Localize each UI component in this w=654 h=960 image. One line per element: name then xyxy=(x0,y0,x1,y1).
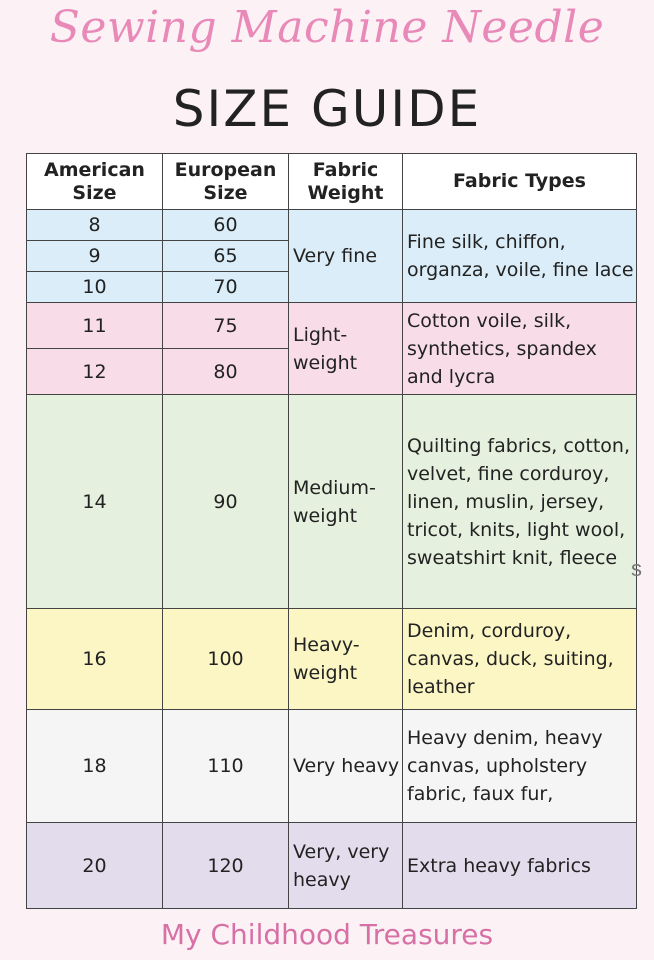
fabric-weight-cell: Very fine xyxy=(289,210,403,303)
table-row xyxy=(27,303,637,349)
fabric-types-cell: Heavy denim, heavy canvas, upholstery fabric, faux fur, xyxy=(403,710,637,823)
european-size-cell: 75 xyxy=(163,303,289,349)
american-size-cell: 18 xyxy=(27,710,163,823)
fabric-types-cell: Cotton voile, silk, synthetics, spandex and lycra xyxy=(403,303,637,395)
header-fabric-types: Fabric Types xyxy=(403,154,637,210)
american-size-cell: 14 xyxy=(27,395,163,609)
fabric-types-cell: Quilting fabrics, cotton, velvet, fine corduroy, linen, muslin, jersey, tricot, knits, light wool, sweatshirt knit, fleece xyxy=(403,395,637,609)
european-size-cell: 80 xyxy=(163,349,289,395)
fabric-weight-cell: Very, very heavy xyxy=(289,823,403,909)
american-size-cell: 10 xyxy=(27,272,163,303)
table-row xyxy=(27,823,637,909)
european-size-cell: 60 xyxy=(163,210,289,241)
header-european-size: European Size xyxy=(163,154,289,210)
european-size-cell: 110 xyxy=(163,710,289,823)
american-size-cell: 20 xyxy=(27,823,163,909)
american-size-cell: 8 xyxy=(27,210,163,241)
european-size-cell: 100 xyxy=(163,609,289,710)
american-size-cell: 12 xyxy=(27,349,163,395)
fabric-weight-cell: Very heavy xyxy=(289,710,403,823)
table-header-row xyxy=(27,154,637,210)
fabric-weight-cell: Light-weight xyxy=(289,303,403,395)
page-title: SIZE GUIDE xyxy=(172,80,482,138)
fabric-types-cell: Denim, corduroy, canvas, duck, suiting, leather xyxy=(403,609,637,710)
stray-text-fragment: s xyxy=(631,556,642,581)
european-size-cell: 120 xyxy=(163,823,289,909)
header-american-size: American Size xyxy=(27,154,163,210)
table-row xyxy=(27,710,637,823)
needle-size-table xyxy=(26,153,637,909)
table-row xyxy=(27,609,637,710)
european-size-cell: 90 xyxy=(163,395,289,609)
table-row xyxy=(27,210,637,241)
brand-footer: My Childhood Treasures xyxy=(160,918,494,951)
script-title: Sewing Machine Needle xyxy=(49,2,605,53)
table-row xyxy=(27,395,637,609)
fabric-types-cell: Extra heavy fabrics xyxy=(403,823,637,909)
fabric-types-cell: Fine silk, chiffon, organza, voile, fine lace xyxy=(403,210,637,303)
american-size-cell: 11 xyxy=(27,303,163,349)
european-size-cell: 70 xyxy=(163,272,289,303)
american-size-cell: 9 xyxy=(27,241,163,272)
american-size-cell: 16 xyxy=(27,609,163,710)
fabric-weight-cell: Medium-weight xyxy=(289,395,403,609)
fabric-weight-cell: Heavy-weight xyxy=(289,609,403,710)
header-fabric-weight: Fabric Weight xyxy=(289,154,403,210)
european-size-cell: 65 xyxy=(163,241,289,272)
